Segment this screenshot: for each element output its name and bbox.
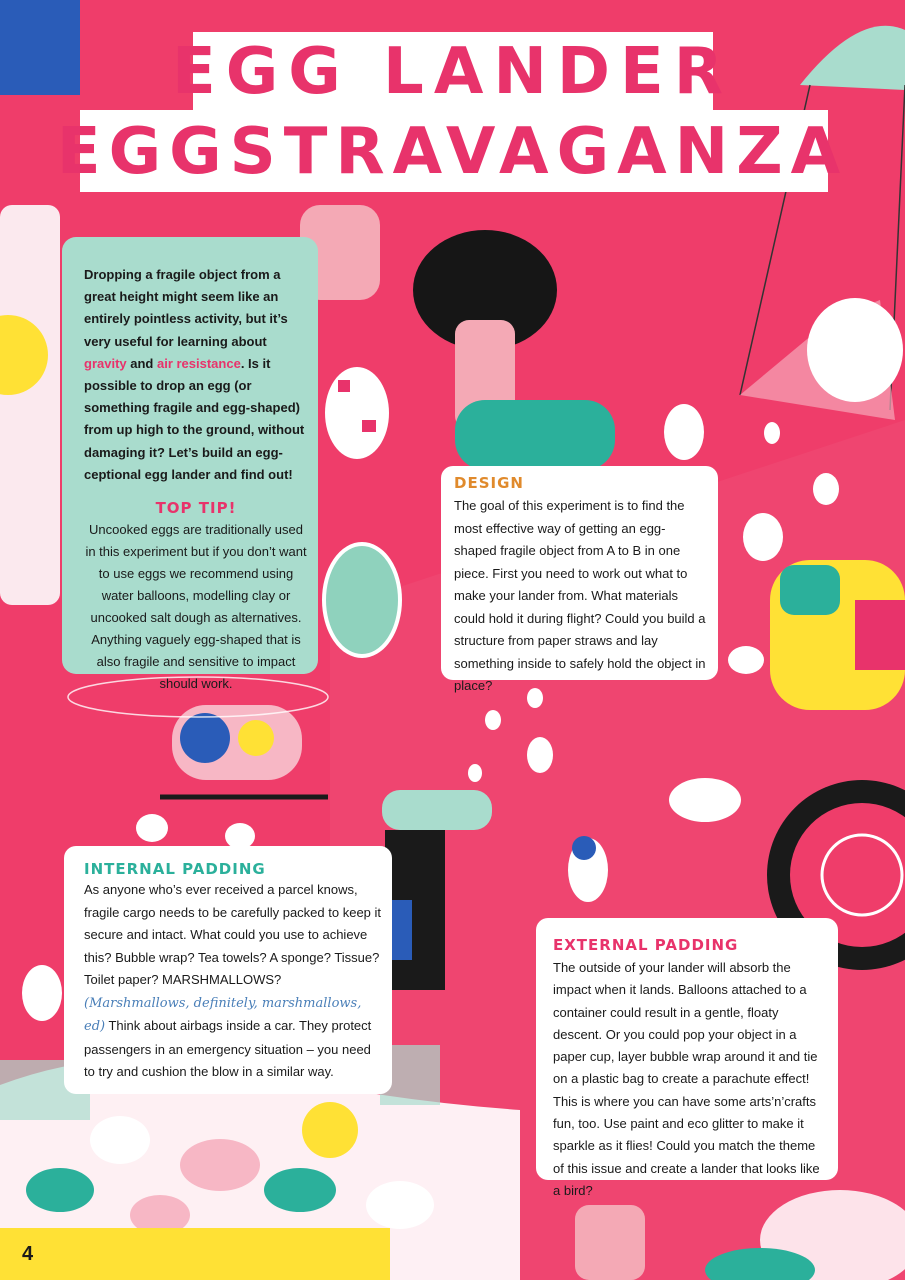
person-shirt (455, 400, 615, 470)
white-paper-shape (0, 205, 60, 605)
intro-text-part1: Dropping a fragile object from a great height might seem like an entirely pointless activity, but it’s very useful for learning about (84, 267, 288, 349)
yellow-strip (0, 1228, 390, 1280)
intro-text-part2: . Is it possible to drop an egg (or something fragile and egg-shaped) from up high to the ground, without damaging it? Let’s build an egg-ceptional egg lander and find out! (84, 355, 305, 482)
top-tip-heading: TOP TIP! (155, 499, 237, 518)
title-line-2: EGGSTRAVAGANZA (56, 115, 849, 189)
design-text: The goal of this experiment is to find the most effective way of getting an egg-shaped fragile object from A to B in one piece. First you need to work out what to make your lander from. What materials could hold it during flight? Could you build a structure from paper straws and lay something inside to safely hold the object in place? (454, 498, 706, 693)
title-line-1: EGG LANDER (171, 35, 734, 109)
internal-padding-card (64, 846, 392, 1094)
internal-padding-text-before: As anyone who’s ever received a parcel knows, fragile cargo needs to be carefully packed to keep it secure and intact. What could you use to achieve this? Bubble wrap? Tea towels? A sponge? Tissue? Toilet paper? MARSHMALLOWS? (84, 882, 382, 987)
running-man (382, 790, 492, 830)
water-balloon (324, 544, 400, 656)
internal-padding-text (84, 879, 382, 1084)
design-heading: DESIGN (454, 474, 524, 492)
external-padding-heading: EXTERNAL PADDING (553, 936, 739, 954)
internal-padding-text-after: Think about airbags inside a car. They protect passengers in an emergency situation – you need to try and cushion the blow in a similar way. (84, 1018, 372, 1079)
external-padding-card (536, 918, 838, 1198)
intro-and: and (126, 355, 157, 371)
page-number: 4 (22, 1243, 34, 1265)
editor-handwritten-note: (Marshmallows, definitely, marshmallows, ed) (84, 995, 362, 1034)
gravity-highlight: gravity (84, 355, 127, 371)
sticker-egg (325, 367, 389, 459)
top-tip-text: Uncooked eggs are traditionally used in this experiment but if you don’t want to use eggs we recommend using water balloons, modelling clay or uncooked salt dough as alternatives. Anything vaguely egg-shaped that is also fragile and sensitive to impact should work. (85, 522, 307, 692)
external-padding-text: The outside of your lander will absorb the impact when it lands. Balloons attached to a container could result in a gentle, floaty descent. Or you could pop your object in a paper cup, layer bubble wrap around it and tie on a plastic bag to create a parachute effect! This is where you can have some arts’n’crafts fun, too. Use paint and eco glitter to make it sparkle as it flies! Could you match the theme of this issue and create a lander that looks like a bird? (553, 960, 820, 1198)
air-resistance-highlight: air resistance (156, 355, 241, 371)
intro-text (84, 264, 308, 486)
egg-in-basket (807, 298, 903, 402)
design-card (441, 466, 718, 693)
small-bird (664, 404, 704, 460)
internal-padding-heading: INTERNAL PADDING (84, 860, 266, 878)
intro-panel (62, 237, 318, 692)
flying-bird (669, 778, 741, 822)
